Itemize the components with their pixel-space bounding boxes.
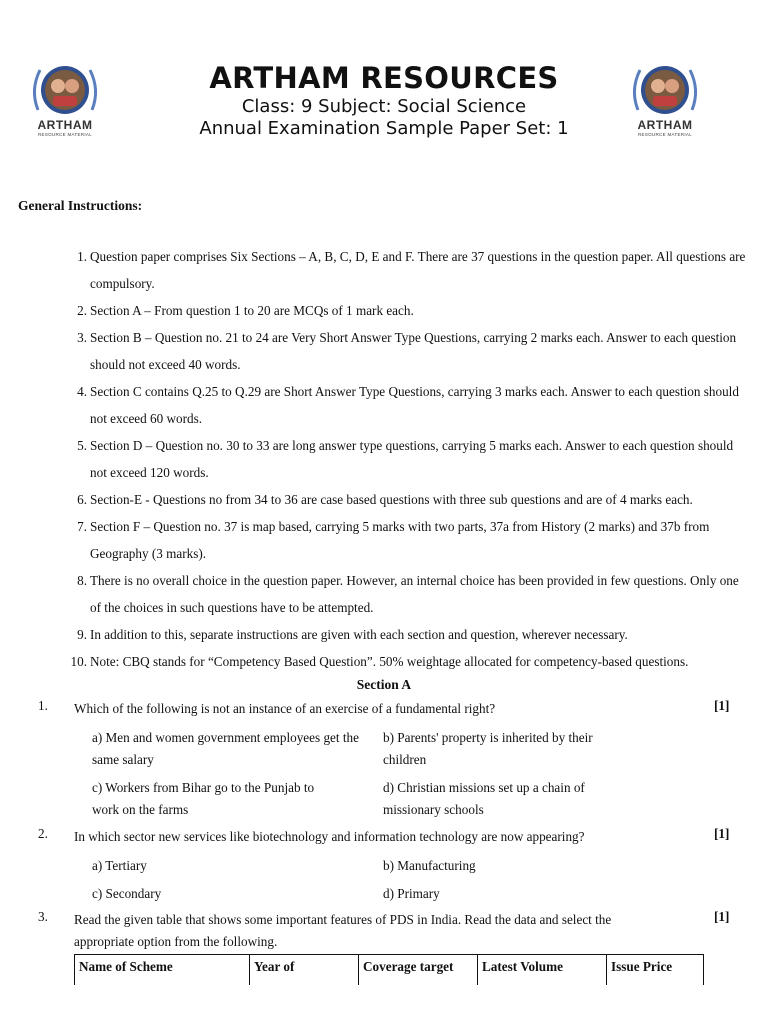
instruction-text: Note: CBQ stands for “Competency Based Question”. 50% weightage allocated for competency-based questions. xyxy=(90,654,689,669)
paper-header xyxy=(150,60,618,140)
table-header-cell: Year of xyxy=(250,955,359,986)
pds-table xyxy=(74,954,704,985)
instruction-item xyxy=(58,621,748,648)
question-text: Read the given table that shows some important features of PDS in India. Read the data and select the appropriate option from the following. xyxy=(74,912,612,949)
instruction-item xyxy=(58,486,748,513)
instruction-text: Section A – From question 1 to 20 are MCQs of 1 mark each. xyxy=(90,303,414,318)
instruction-number: 3. xyxy=(77,330,87,345)
instruction-text: Section C contains Q.25 to Q.29 are Short Answer Type Questions, carrying 3 marks each. Answer to each question should not exceed 60 words. xyxy=(90,384,739,426)
instruction-item xyxy=(58,648,748,675)
instruction-text: Section F – Question no. 37 is map based, carrying 5 marks with two parts, 37a from History (2 marks) and 37b from Geography (3 marks). xyxy=(90,519,710,561)
instruction-item xyxy=(58,243,748,297)
instructions-heading: General Instructions: xyxy=(18,198,143,213)
question-2 xyxy=(0,826,768,848)
table-header-cell: Issue Price xyxy=(607,955,704,986)
logo-text: ARTHAM xyxy=(637,118,693,132)
class-subject-line: Class: 9 Subject: Social Science xyxy=(241,96,527,117)
option-b: b) Parents' property is inherited by their children xyxy=(383,730,593,767)
option-c: c) Secondary xyxy=(92,886,162,901)
instruction-number: 6. xyxy=(77,492,87,507)
option-d: d) Primary xyxy=(383,886,440,901)
logo-subtext: RESOURCE MATERIAL xyxy=(637,132,693,137)
instruction-item xyxy=(58,432,748,486)
instruction-number: 7. xyxy=(77,519,87,534)
instruction-text: Question paper comprises Six Sections – A, B, C, D, E and F. There are 37 questions in the question paper. All questions are compulsory. xyxy=(90,249,746,291)
table-header-row xyxy=(75,955,704,986)
instruction-number: 1. xyxy=(77,249,87,264)
instruction-item xyxy=(58,378,748,432)
table-header-cell: Coverage target xyxy=(359,955,478,986)
question-marks: [1] xyxy=(714,698,730,713)
question-number: 2. xyxy=(38,826,48,841)
option-a: a) Tertiary xyxy=(92,858,147,873)
paper-title: ARTHAM RESOURCES xyxy=(209,61,559,95)
instruction-item xyxy=(58,513,748,567)
instruction-text: Section D – Question no. 30 to 33 are long answer type questions, carrying 5 marks each. Answer to each question should not exceed 120 words. xyxy=(90,438,734,480)
instruction-number: 8. xyxy=(77,573,87,588)
instruction-number: 5. xyxy=(77,438,87,453)
question-text: In which sector new services like biotechnology and information technology are now appearing? xyxy=(74,829,585,844)
question-text: Which of the following is not an instance of an exercise of a fundamental right? xyxy=(74,701,496,716)
instructions-list xyxy=(58,243,748,675)
instruction-item xyxy=(58,567,748,621)
table-header-cell: Latest Volume xyxy=(478,955,607,986)
instruction-text: Section B – Question no. 21 to 24 are Very Short Answer Type Questions, carrying 2 marks each. Answer to each question should not exceed 40 words. xyxy=(90,330,737,372)
table-header-cell: Name of Scheme xyxy=(75,955,250,986)
logo-emblem-icon xyxy=(26,58,104,122)
option-a: a) Men and women government employees get the same salary xyxy=(92,730,359,767)
section-a-heading: Section A xyxy=(356,677,412,692)
instruction-number: 2. xyxy=(77,303,87,318)
option-d: d) Christian missions set up a chain of missionary schools xyxy=(383,780,585,817)
option-c: c) Workers from Bihar go to the Punjab to work on the farms xyxy=(92,780,315,817)
instruction-text: There is no overall choice in the question paper. However, an internal choice has been provided in few questions. Only one of the choices in such questions have to be attempted. xyxy=(90,573,739,615)
instruction-text: In addition to this, separate instructions are given with each section and question, wherever necessary. xyxy=(90,627,628,642)
instruction-item xyxy=(58,324,748,378)
question-3 xyxy=(0,909,768,953)
question-marks: [1] xyxy=(714,826,730,841)
logo-emblem-icon xyxy=(626,58,704,122)
question-number: 1. xyxy=(38,698,48,713)
instruction-text: Section-E - Questions no from 34 to 36 are case based questions with three sub questions and are of 4 marks each. xyxy=(90,492,693,507)
exam-set-line: Annual Examination Sample Paper Set: 1 xyxy=(199,118,569,139)
instruction-number: 4. xyxy=(77,384,87,399)
artham-logo-left xyxy=(26,58,104,144)
option-b: b) Manufacturing xyxy=(383,858,476,873)
artham-logo-right xyxy=(626,58,704,144)
question-number: 3. xyxy=(38,909,48,924)
question-1 xyxy=(0,698,768,720)
logo-text: ARTHAM xyxy=(37,118,93,132)
instruction-number: 10. xyxy=(70,654,87,669)
question-marks: [1] xyxy=(714,909,730,924)
logo-subtext: RESOURCE MATERIAL xyxy=(37,132,93,137)
instruction-item xyxy=(58,297,748,324)
instruction-number: 9. xyxy=(77,627,87,642)
